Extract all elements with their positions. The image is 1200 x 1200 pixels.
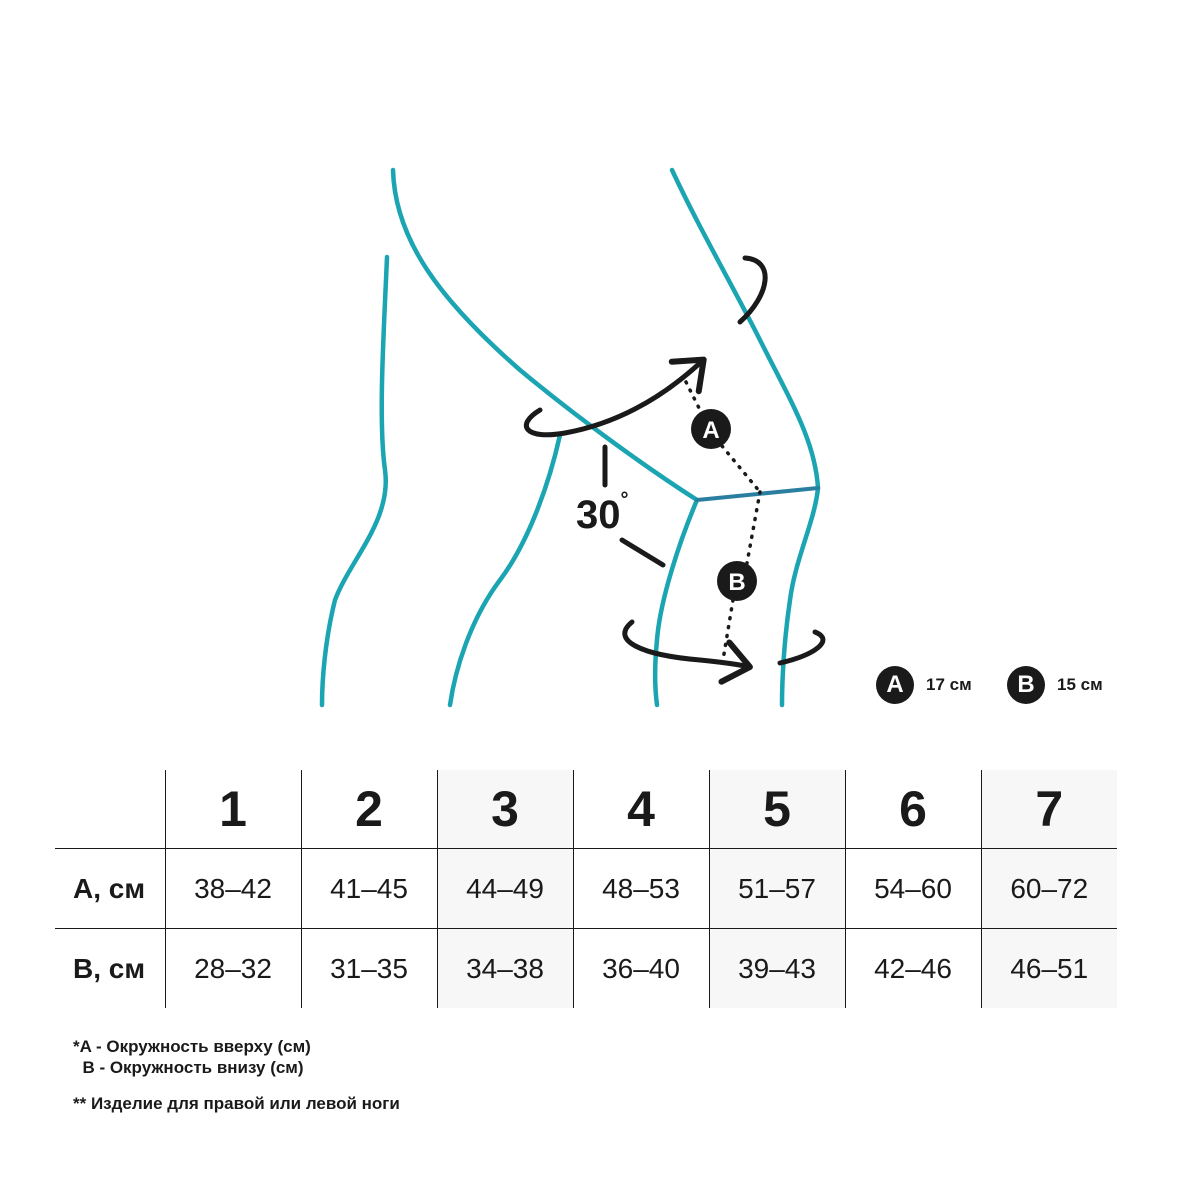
note-b: B - Окружность внизу (см) [73, 1058, 304, 1077]
legend-b-badge: B [1007, 666, 1045, 704]
size-header: 4 [573, 770, 709, 849]
note-legs: ** Изделие для правой или левой ноги [73, 1094, 400, 1113]
thigh-front-outline [672, 170, 818, 488]
table-row [55, 929, 1117, 1009]
calf-back-outline [655, 500, 697, 705]
table-cell: 54–60 [845, 849, 981, 929]
legend-a-badge: A [876, 666, 914, 704]
legend-a [876, 666, 972, 704]
legend-b-value: 15 см [1057, 675, 1103, 694]
table-cell: 34–38 [437, 929, 573, 1009]
size-header: 6 [845, 770, 981, 849]
table-cell: 60–72 [981, 849, 1117, 929]
size-header: 7 [981, 770, 1117, 849]
size-table [55, 770, 1117, 1008]
legend-a-value: 17 см [926, 675, 972, 694]
marker-a-letter: A [702, 417, 720, 444]
marker-b-letter: B [728, 569, 746, 596]
table-row [55, 849, 1117, 929]
row-label-b: B, см [55, 929, 165, 1009]
shin-outline [782, 488, 818, 705]
table-cell: 36–40 [573, 929, 709, 1009]
row-label-a: A, см [55, 849, 165, 929]
angle-label: 30° [576, 489, 629, 537]
table-cell: 46–51 [981, 929, 1117, 1009]
size-header: 3 [437, 770, 573, 849]
table-cell: 42–46 [845, 929, 981, 1009]
legend-b [1007, 666, 1103, 704]
table-cell: 48–53 [573, 849, 709, 929]
inner-leg-outline [450, 435, 560, 705]
size-header: 1 [165, 770, 301, 849]
thigh-back-outline [393, 170, 697, 500]
angle-diagonal-tick [622, 540, 663, 565]
size-header-row [55, 770, 1117, 849]
table-cell: 39–43 [709, 929, 845, 1009]
corner-cell [55, 770, 165, 849]
back-leg-outline [322, 257, 387, 705]
note-a: *A - Окружность вверху (см) [73, 1037, 311, 1056]
table-cell: 44–49 [437, 849, 573, 929]
table-cell: 28–32 [165, 929, 301, 1009]
size-header: 2 [301, 770, 437, 849]
table-cell: 51–57 [709, 849, 845, 929]
table-cell: 31–35 [301, 929, 437, 1009]
size-header: 5 [709, 770, 845, 849]
table-cell: 41–45 [301, 849, 437, 929]
table-cell: 38–42 [165, 849, 301, 929]
